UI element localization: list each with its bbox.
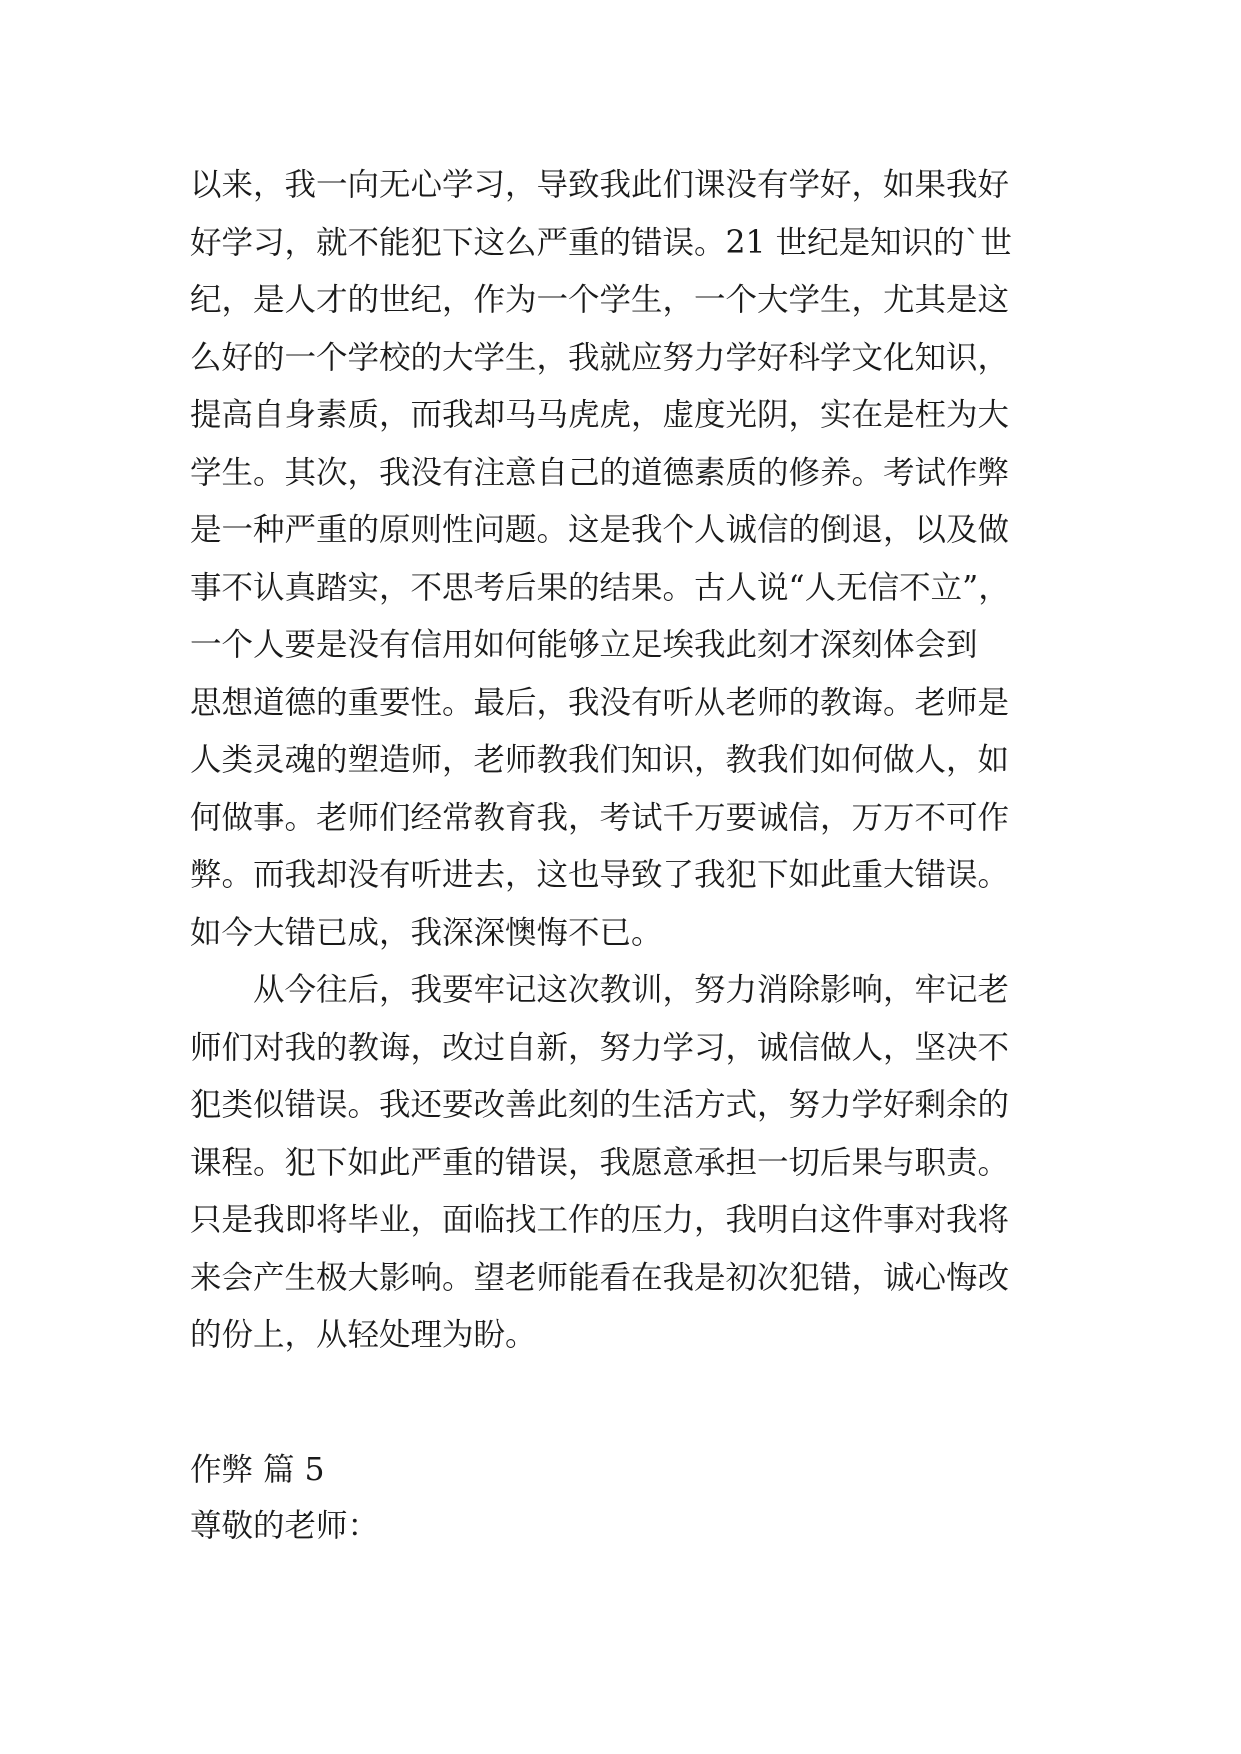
- paragraph-1-line: 好学习，就不能犯下这么严重的错误。21 世纪是知识的`世: [190, 224, 1012, 261]
- paragraph-1-line: 是一种严重的原则性问题。这是我个人诚信的倒退，以及做: [190, 512, 1010, 548]
- paragraph-1-line: 事不认真踏实，不思考后果的结果。古人说“人无信不立”，: [190, 569, 1010, 606]
- paragraph-1-line: 提高自身素质，而我却马马虎虎，虚度光阴，实在是枉为大: [190, 397, 1010, 433]
- paragraph-1-line: 何做事。老师们经常教育我，考试千万要诚信，万万不可作: [190, 799, 1010, 836]
- salutation: 尊敬的老师：: [190, 1508, 380, 1544]
- paragraph-2-line: 师们对我的教诲，改过自新，努力学习，诚信做人，坚决不: [190, 1029, 1010, 1066]
- paragraph-2-line: 课程。犯下如此严重的错误，我愿意承担一切后果与职责。: [190, 1144, 1010, 1181]
- paragraph-1-line: 以来，我一向无心学习，导致我此们课没有学好，如果我好: [190, 167, 1010, 203]
- paragraph-2-line: 犯类似错误。我还要改善此刻的生活方式，努力学好剩余的: [190, 1087, 1010, 1123]
- paragraph-1-line: 一个人要是没有信用如何能够立足埃我此刻才深刻体会到: [190, 627, 978, 663]
- paragraph-2-line: 从今往后，我要牢记这次教训，努力消除影响，牢记老: [253, 972, 1010, 1008]
- paragraph-2-line: 只是我即将毕业，面临找工作的压力，我明白这件事对我将: [190, 1202, 1010, 1238]
- paragraph-1-line: 思想道德的重要性。最后，我没有听从老师的教诲。老师是: [190, 684, 1010, 721]
- paragraph-1-line: 弊。而我却没有听进去，这也导致了我犯下如此重大错误。: [190, 857, 1010, 893]
- body-text: [190, 157, 1070, 1365]
- paragraph-1-line: 么好的一个学校的大学生，我就应努力学好科学文化知识，: [190, 339, 1010, 376]
- paragraph-1-line: 如今大错已成，我深深懊悔不已。: [190, 914, 663, 951]
- paragraph-1-line: 人类灵魂的塑造师，老师教我们知识，教我们如何做人，如: [190, 742, 1010, 778]
- paragraph-1-line: 学生。其次，我没有注意自己的道德素质的修养。考试作弊: [190, 454, 1010, 491]
- paragraph-2-line: 的份上，从轻处理为盼。: [190, 1317, 537, 1353]
- paragraph-1-line: 纪，是人才的世纪，作为一个学生，一个大学生，尤其是这: [190, 282, 1010, 318]
- paragraph-2-line: 来会产生极大影响。望老师能看在我是初次犯错，诚心悔改: [190, 1259, 1010, 1296]
- section-title: 作弊 篇 5: [190, 1452, 325, 1488]
